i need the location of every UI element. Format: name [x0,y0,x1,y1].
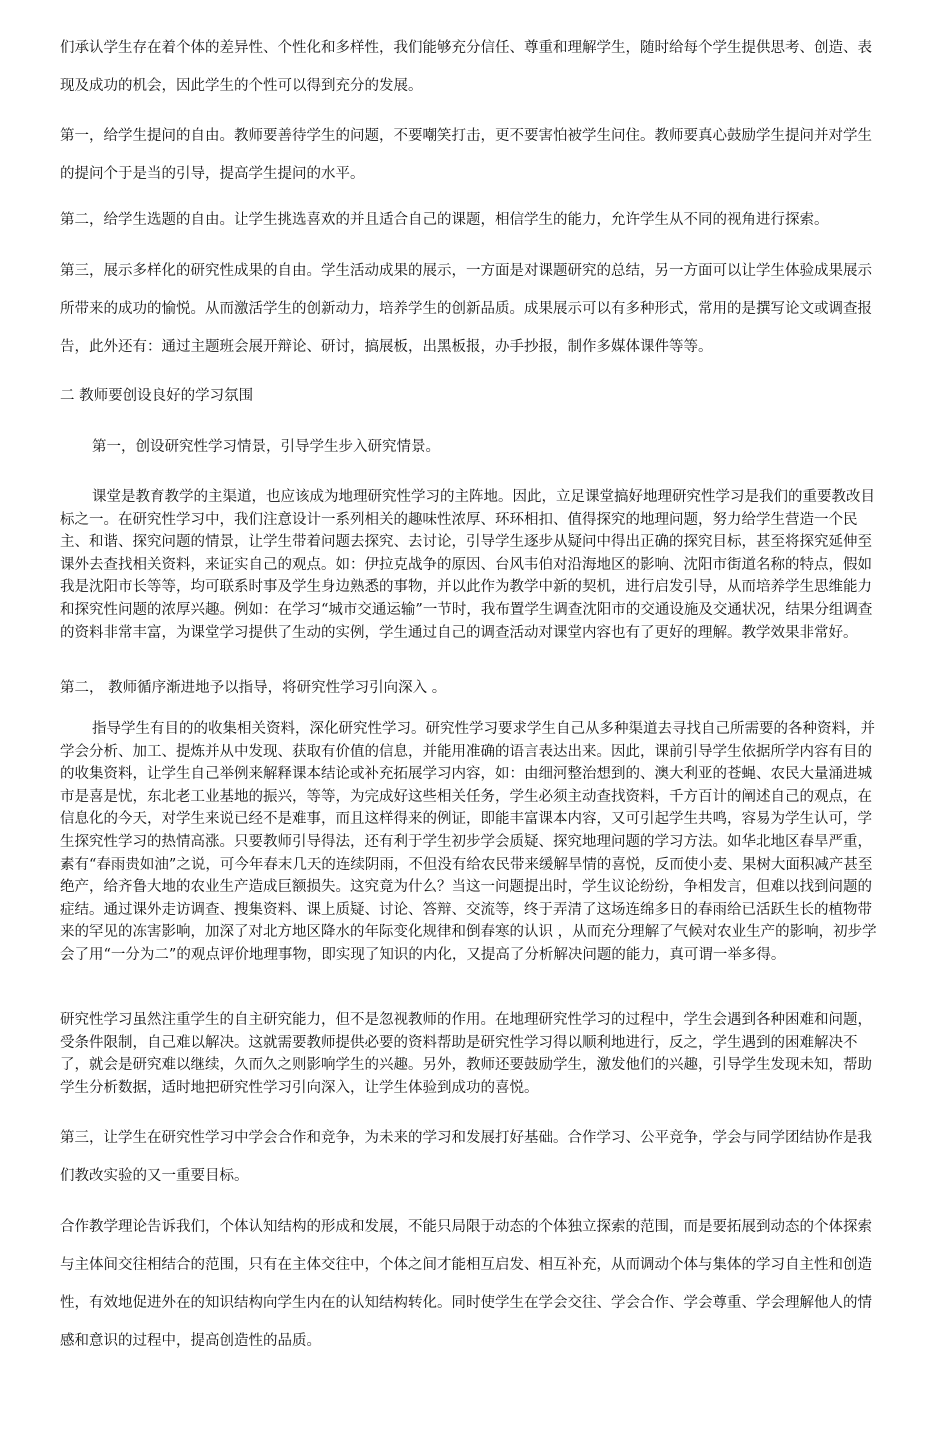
paragraph-freedom-to-ask: 第一，给学生提问的自由。教师要善待学生的问题，不要嘲笑打击，更不要害怕被学生问住。教师要真心鼓励学生提问并对学生的提问个于是当的引导，提高学生提问的水平。 [60,128,872,182]
paragraph-freedom-to-choose: 第二，给学生选题的自由。让学生挑选喜欢的并且适合自己的课题，相信学生的能力，允许学生从不同的视角进行探索。 [60,212,829,228]
paragraph-research-scenario: 第一，创设研究性学习情景，引导学生步入研究情景。 [92,439,440,455]
paragraph-cooperation: 第三，让学生在研究性学习中学会合作和竞争，为未来的学习和发展打好基础。合作学习、公平竞争，学会与同学团结协作是我们教改实验的又一重要目标。 [60,1130,872,1184]
section-heading-2: 二 教师要创设良好的学习氛围 [60,388,254,404]
paragraph-teacher-role: 研究性学习虽然注重学生的自主研究能力，但不是忽视教师的作用。在地理研究性学习的过程中，学生会遇到各种困难和问题，受条件限制，自己难以解决。这就需要教师提供必要的资料帮助是研究性学习得以顺利地进行，反之，学生遇到的困难解决不了，就会是研究难以继续，久而久之则影响学生的兴趣。另外，教师还要鼓励学生，激发他们的兴趣，引导学生发现未知，帮助学生分析数据，适时地把研究性学习引向深入，让学生体验到成功的喜悦。 [60,1012,872,1096]
paragraph-classroom: 课堂是教育教学的主渠道，也应该成为地理研究性学习的主阵地。因此，立足课堂搞好地理研究性学习是我们的重要教改目标之一。在研究性学习中，我们注意设计一系列相关的趣味性浓厚、环环相扣、值得探究的地理问题，努力给学生营造一个民主、和谐、探究问题的情景，让学生带着问题去探究、去讨论，引导学生逐步从疑问中得出正确的探究目标，甚至将探究延伸至课外去查找相关资料，来证实自己的观点。如：伊拉克战争的原因、台风韦伯对沿海地区的影响、沈阳市街道名称的特点，假如我是沈阳市长等等，均可联系时事及学生身边熟悉的事物，并以此作为教学中新的契机，进行启发引导，从而培养学生思维能力和探究性问题的浓厚兴趣。例如：在学习“城市交通运输”一节时，我布置学生调查沈阳市的交通设施及交通状况，结果分组调查的资料非常丰富，为课堂学习提供了生动的实例，学生通过自己的调查活动对课堂内容也有了更好的理解。教学效果非常好。 [60,489,875,641]
paragraph-collect-materials: 指导学生有目的的收集相关资料，深化研究性学习。研究性学习要求学生自己从多种渠道去寻找自己所需要的各种资料，并学会分析、加工、提炼并从中发现、获取有价值的信息，并能用准确的语言表达出来。因此，课前引导学生依据所学内容有目的的收集资料，让学生自己举例来解释课本结论或补充拓展学习内容，如：由细河整治想到的、澳大利亚的苍蝇、农民大量涌进城市是喜是忧，东北老工业基地的振兴，等等，为完成好这些相关任务，学生必须主动查找资料，千方百计的阐述自己的观点，在信息化的今天，对学生来说已经不是难事，而且这样得来的例证，即能丰富课本内容，又可引起学生共鸣，容易为学生认可，学生探究性学习的热情高涨。只要教师引导得法，还有利于学生初步学会质疑、探究地理问题的学习方法。如华北地区春旱严重，素有“春雨贵如油”之说，可今年春末几天的连续阴雨，不但没有给农民带来缓解旱情的喜悦，反而使小麦、果树大面积减产甚至绝产，给齐鲁大地的农业生产造成巨额损失。这究竟为什么？当这一问题提出时，学生议论纷纷，争相发言，但难以找到问题的症结。通过课外走访调查、搜集资料、课上质疑、讨论、答辩、交流等，终于弄清了这场连绵多日的春雨给已活跃生长的植物带来的罕见的冻害影响，加深了对北方地区降水的年际变化规律和倒春寒的认识 ，从而充分理解了气候对农业生产的影响，初步学会了用“一分为二”的观点评价地理事物，即实现了知识的内化，又提高了分析解决问题的能力，真可谓一举多得。 [60,721,877,963]
paragraph-cooperative-theory: 合作教学理论告诉我们，个体认知结构的形成和发展，不能只局限于动态的个体独立探索的范围，而是要拓展到动态的个体探索与主体间交往相结合的范围，只有在主体交往中，个体之间才能相互启发、相互补充，从而调动个体与集体的学习自主性和创造性，有效地促进外在的知识结构向学生内在的认知结构转化。同时使学生在学会交往、学会合作、学会尊重、学会理解他人的情感和意识的过程中，提高创造性的品质。 [60,1219,872,1349]
paragraph-freedom-to-present: 第三，展示多样化的研究性成果的自由。学生活动成果的展示，一方面是对课题研究的总结，另一方面可以让学生体验成果展示所带来的成功的愉悦。从而激活学生的创新动力，培养学生的创新品质。成果展示可以有多种形式，常用的是撰写论文或调查报告，此外还有：通过主题班会展开辩论、研讨，搞展板，出黑板报，办手抄报，制作多媒体课件等等。 [60,263,872,355]
paragraph-gradual-guidance: 第二， 教师循序渐进地予以指导，将研究性学习引向深入 。 [60,680,447,696]
paragraph-individuality: 们承认学生存在着个体的差异性、个性化和多样性，我们能够充分信任、尊重和理解学生，随时给每个学生提供思考、创造、表现及成功的机会，因此学生的个性可以得到充分的发展。 [60,40,872,94]
